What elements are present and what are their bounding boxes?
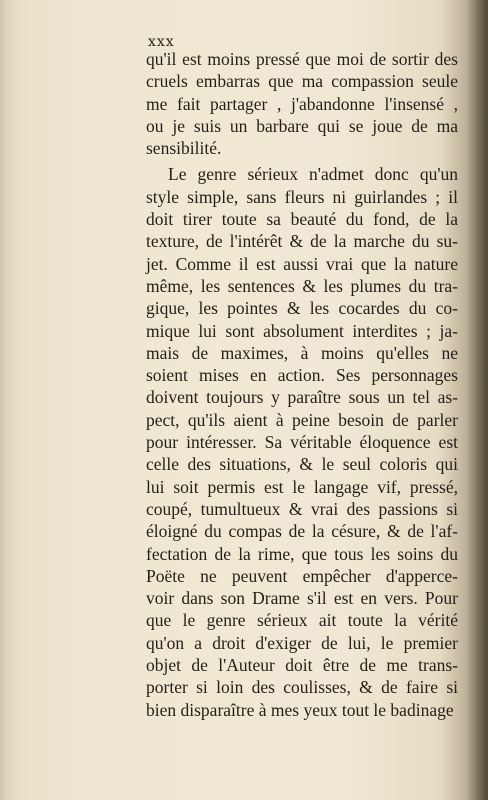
text-line: lui soit permis est le langage vif, pressé, [146, 476, 458, 497]
text-line: pour intéresser. Sa véritable éloquence est [146, 432, 458, 453]
page-left-edge [0, 0, 6, 800]
text-line: sensibilité. [146, 138, 222, 159]
text-line: Poëte ne peuvent empêcher d'apperce- [146, 565, 458, 586]
text-line: mais de maximes, à moins qu'elles ne [146, 342, 458, 363]
text-line: voir dans son Drame s'il est en vers. Pour [146, 588, 458, 609]
paragraph-1 [146, 48, 458, 159]
binding-gutter-shadow [466, 0, 488, 800]
text-line: porter si loin des coulisses, & de faire si [146, 677, 458, 698]
text-line: qu'il est moins pressé que moi de sortir des [146, 49, 458, 69]
text-line: cruels embarras que ma compassion seule [146, 71, 458, 92]
page-number-header: xxx [148, 34, 175, 50]
text-line: bien disparaître à mes yeux tout le badinage [146, 699, 454, 720]
body-text [146, 48, 458, 721]
text-line: celle des situations, & le seul coloris qui [146, 454, 458, 475]
text-line: style simple, sans fleurs ni guirlandes ; il [146, 186, 458, 207]
text-line: ou je suis un barbare qui se joue de ma [146, 115, 458, 136]
paragraph-2 [146, 163, 458, 720]
text-line: soient mises en action. Ses personnages [146, 365, 458, 386]
text-line: fectation de la rime, que tous les soins du [146, 543, 458, 564]
text-line: doivent toujours y paraître sous un tel as- [146, 387, 458, 408]
text-line: éloigné du compas de la césure, & de l'af- [146, 521, 458, 542]
text-line: qu'on a droit d'exiger de lui, le premier [146, 632, 458, 653]
text-line: même, les sentences & les plumes du tra- [146, 275, 458, 296]
text-line: doit tirer toute sa beauté du fond, de la [146, 209, 458, 230]
text-line: mique lui sont absolument interdites ; ja- [146, 320, 458, 341]
text-line: Le genre sérieux n'admet donc qu'un [168, 164, 458, 185]
text-line: gique, les pointes & les cocardes du co- [146, 298, 458, 319]
text-line: que le genre sérieux ait toute la vérité [146, 610, 458, 631]
text-line: coupé, tumultueux & vrai des passions si [146, 498, 458, 519]
text-line: jet. Comme il est aussi vrai que la nature [146, 253, 458, 274]
text-line: texture, de l'intérêt & de la marche du su- [146, 231, 458, 252]
text-line: objet de l'Auteur doit être de me trans- [146, 655, 458, 676]
text-line: me fait partager , j'abandonne l'insensé , [146, 93, 458, 114]
text-line: pect, qu'ils aient à peine besoin de parler [146, 409, 458, 430]
